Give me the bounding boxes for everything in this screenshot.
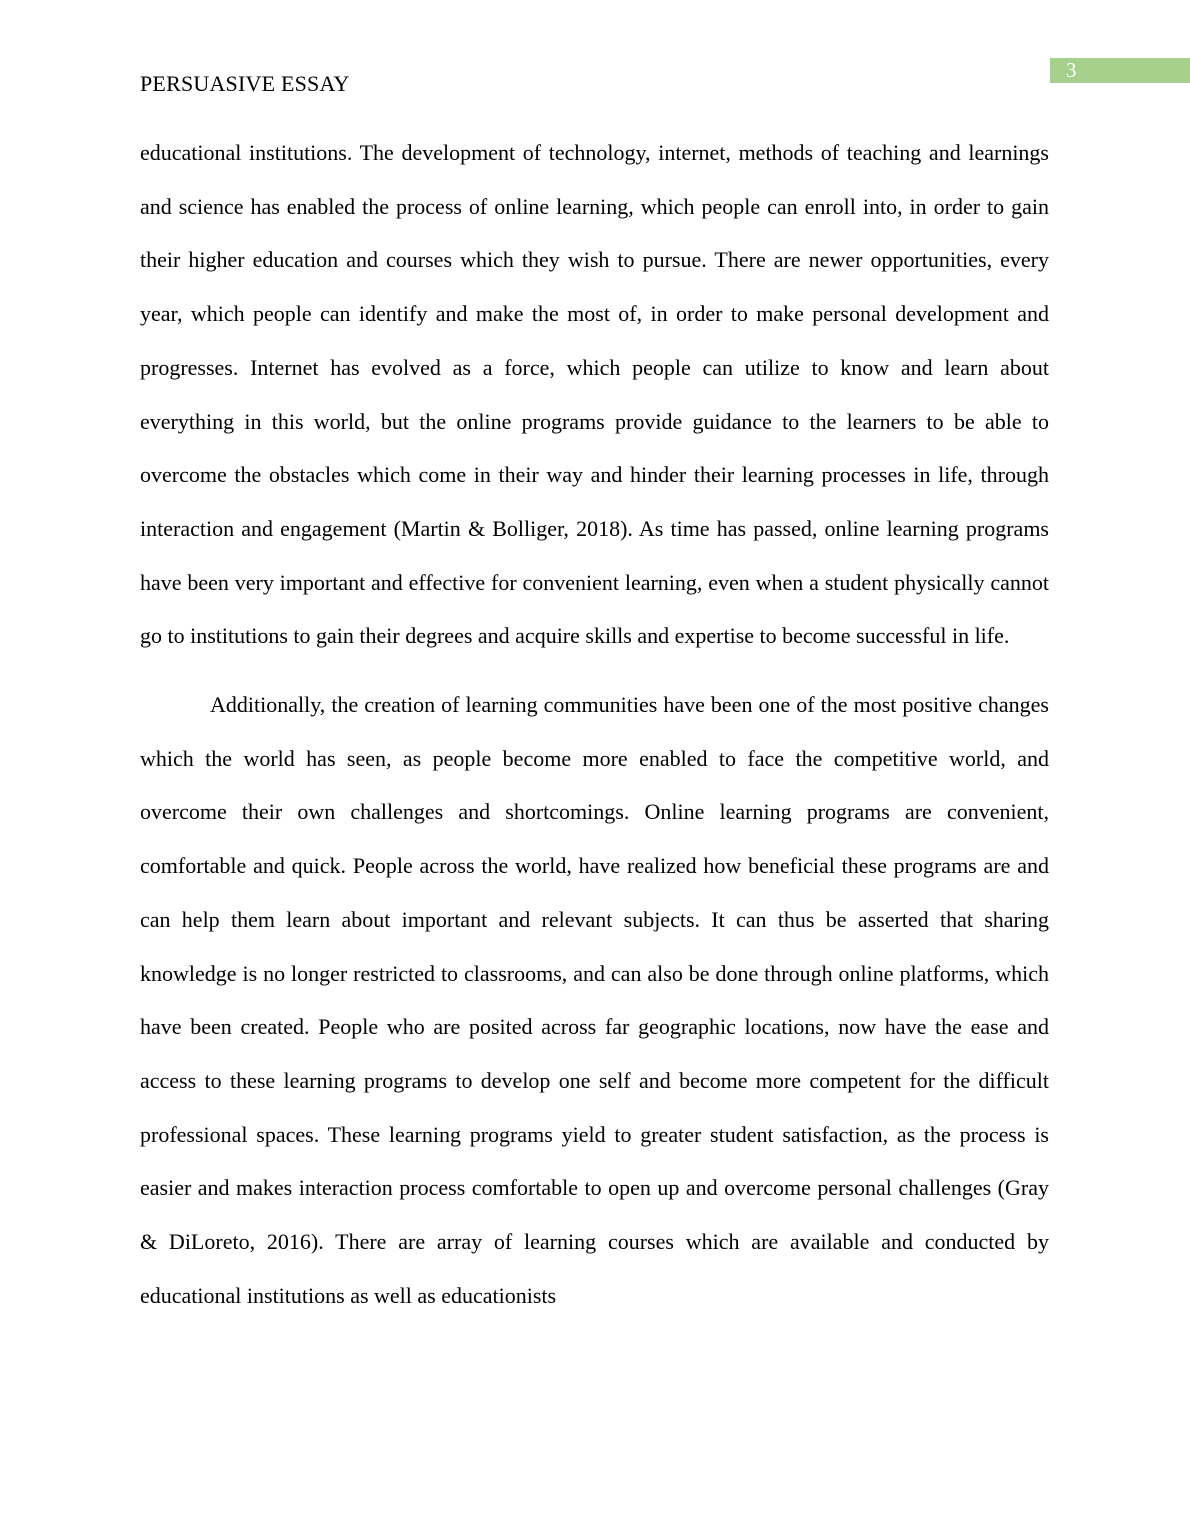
running-head: PERSUASIVE ESSAY <box>140 71 350 96</box>
page-number-badge <box>1050 58 1190 83</box>
paragraph: Additionally, the creation of learning communities have been one of the most positive changes which the world has seen, as people become more enabled to face the competitive world, and overcome their own challenges and shortcomings. Online learning programs are convenient, comfortable and quick. People across the world, have realized how beneficial these programs are and can help them learn about important and relevant subjects. It can thus be asserted that sharing knowledge is no longer restricted to classrooms, and can also be done through online platforms, which have been created. People who are posited across far geographic locations, now have the ease and access to these learning programs to develop one self and become more competent for the difficult professional spaces. These learning programs yield to greater student satisfaction, as the process is easier and makes interaction process comfortable to open up and overcome personal challenges (Gray & DiLoreto, 2016). There are array of learning courses which are available and conducted by educational institutions as well as educationists <box>140 692 1049 1308</box>
document-body <box>140 126 1049 1322</box>
paragraph-continued: educational institutions. The development of technology, internet, methods of teaching and learnings and science has enabled the process of online learning, which people can enroll into, in order to gain their higher education and courses which they wish to pursue. There are newer opportunities, every year, which people can identify and make the most of, in order to make personal development and progresses. Internet has evolved as a force, which people can utilize to know and learn about everything in this world, but the online programs provide guidance to the learners to be able to overcome the obstacles which come in their way and hinder their learning processes in life, through interaction and engagement (Martin & Bolliger, 2018). As time has passed, online learning programs have been very important and effective for convenient learning, even when a student physically cannot go to institutions to gain their degrees and acquire skills and expertise to become successful in life. <box>140 140 1049 649</box>
page-number: 3 <box>1066 58 1077 82</box>
